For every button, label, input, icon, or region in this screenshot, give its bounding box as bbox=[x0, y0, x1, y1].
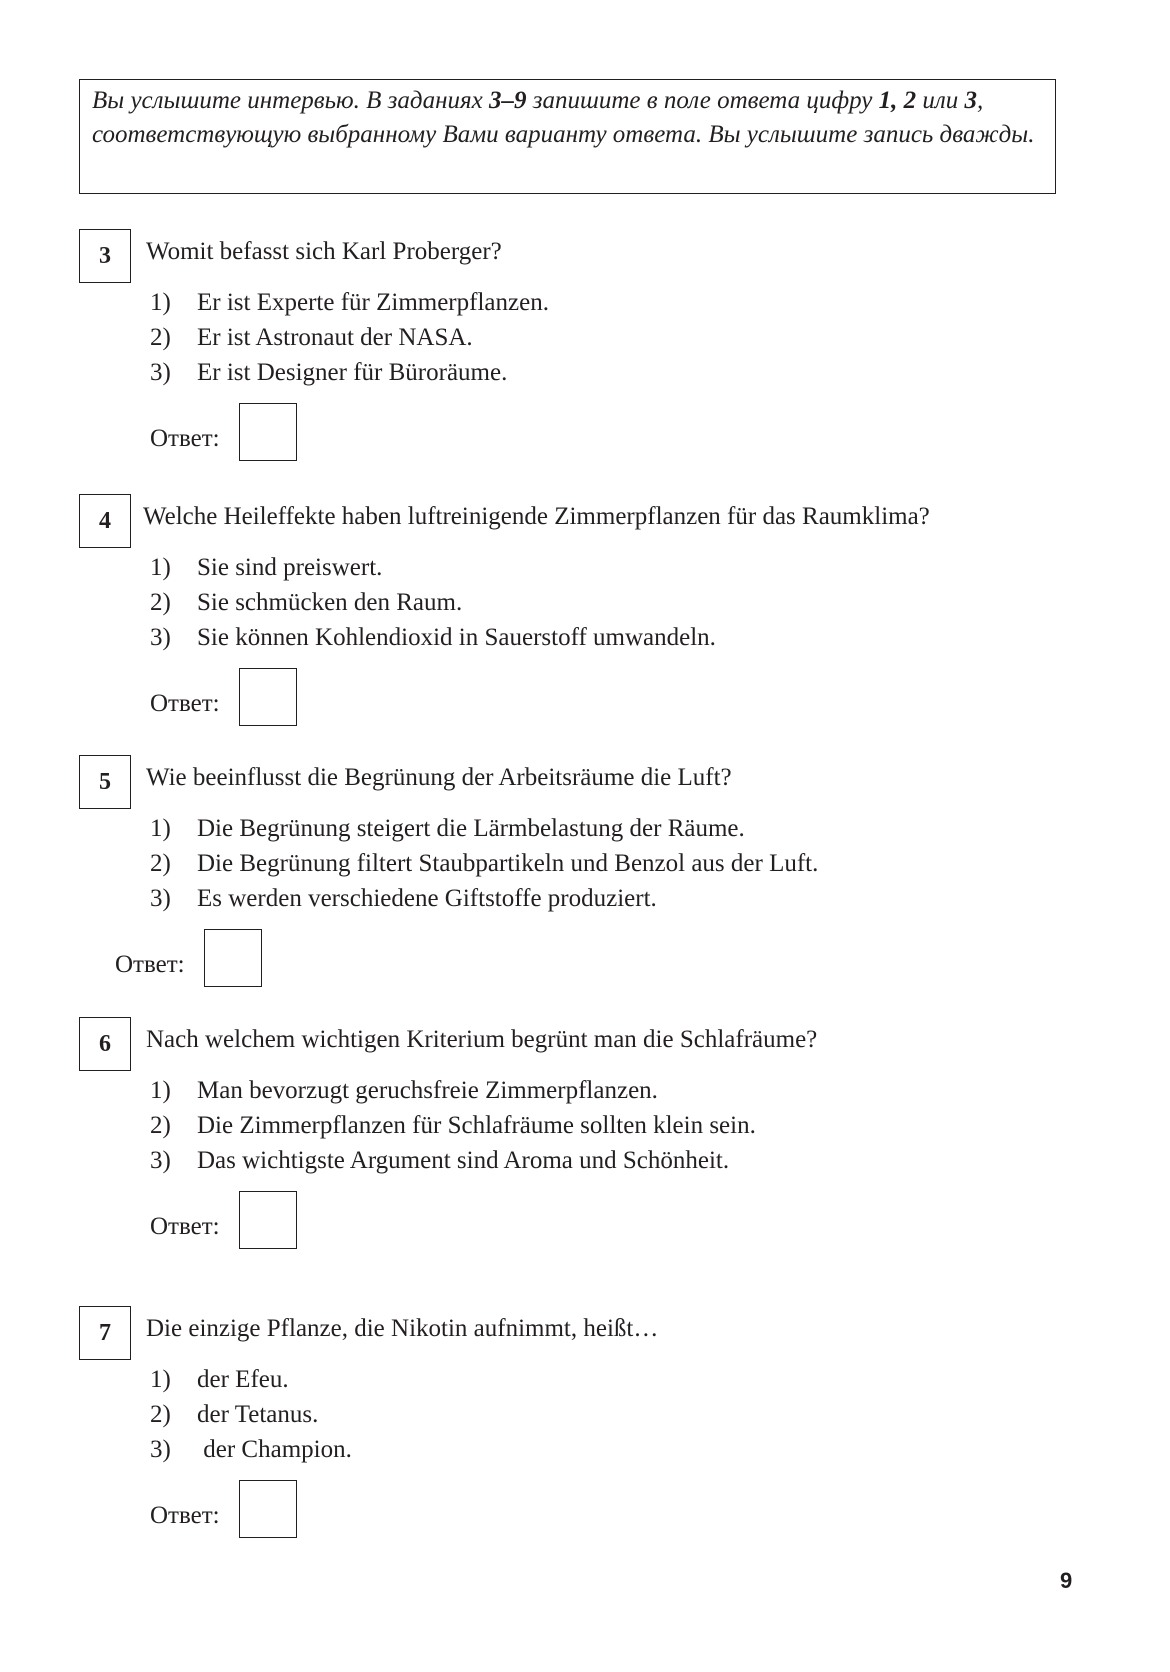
option-number: 2) bbox=[150, 1401, 171, 1428]
answer-box[interactable] bbox=[239, 668, 297, 726]
option-number: 2) bbox=[150, 1112, 171, 1139]
option-list bbox=[150, 550, 716, 655]
option-number: 3) bbox=[150, 359, 171, 386]
option-number: 3) bbox=[150, 624, 171, 651]
option-1 bbox=[150, 285, 549, 320]
option-3 bbox=[150, 1432, 352, 1467]
answer-box[interactable] bbox=[239, 1480, 297, 1538]
answer-box[interactable] bbox=[239, 1191, 297, 1249]
instruction-text: или bbox=[916, 87, 965, 114]
instruction-digits: 1, 2 bbox=[878, 87, 917, 114]
answer-box[interactable] bbox=[204, 929, 262, 987]
option-list bbox=[150, 1362, 352, 1467]
option-text: der Efeu. bbox=[197, 1366, 289, 1393]
option-3 bbox=[150, 881, 818, 916]
option-text: Die Begrünung steigert die Lärmbelastung der Räume. bbox=[197, 815, 745, 842]
question-number: 6 bbox=[79, 1017, 131, 1071]
question-text: Welche Heileffekte haben luftreinigende Zimmerpflanzen für das Raumklima? bbox=[143, 503, 930, 530]
option-3 bbox=[150, 620, 716, 655]
question-text: Wie beeinflusst die Begrünung der Arbeitsräume die Luft? bbox=[146, 764, 732, 791]
answer-box[interactable] bbox=[239, 403, 297, 461]
question-number: 4 bbox=[79, 494, 131, 548]
instruction-task-range: 3–9 bbox=[488, 87, 527, 114]
question-text: Die einzige Pflanze, die Nikotin aufnimmt, heißt… bbox=[146, 1315, 659, 1342]
option-1 bbox=[150, 1362, 352, 1397]
option-text: der Champion. bbox=[197, 1436, 352, 1463]
option-text: Es werden verschiedene Giftstoffe produziert. bbox=[197, 885, 657, 912]
option-number: 1) bbox=[150, 1077, 171, 1104]
option-3 bbox=[150, 355, 549, 390]
instruction-text: Вы услышите интервью. В заданиях bbox=[92, 87, 489, 114]
answer-label: Ответ: bbox=[150, 1502, 220, 1529]
question-text: Womit befasst sich Karl Proberger? bbox=[146, 238, 502, 265]
option-list bbox=[150, 285, 549, 390]
option-number: 3) bbox=[150, 1147, 171, 1174]
instruction-text: , соответствующую выбранному Вами варианту ответа. Вы услышите запись дважды. bbox=[92, 87, 1035, 148]
option-number: 3) bbox=[150, 885, 171, 912]
option-number: 1) bbox=[150, 554, 171, 581]
answer-label: Ответ: bbox=[150, 1213, 220, 1240]
answer-label: Ответ: bbox=[150, 425, 220, 452]
option-number: 1) bbox=[150, 289, 171, 316]
option-text: Man bevorzugt geruchsfreie Zimmerpflanzen. bbox=[197, 1077, 658, 1104]
option-number: 1) bbox=[150, 1366, 171, 1393]
option-list bbox=[150, 1073, 756, 1178]
option-list bbox=[150, 811, 818, 916]
option-text: Sie schmücken den Raum. bbox=[197, 589, 463, 616]
option-1 bbox=[150, 811, 818, 846]
option-2 bbox=[150, 585, 716, 620]
instruction-text: запишите в поле ответа цифру bbox=[526, 87, 879, 114]
question-number: 7 bbox=[79, 1306, 131, 1360]
answer-label: Ответ: bbox=[115, 951, 185, 978]
option-1 bbox=[150, 1073, 756, 1108]
question-text: Nach welchem wichtigen Kriterium begrünt man die Schlafräume? bbox=[146, 1026, 818, 1053]
instruction-digit: 3 bbox=[964, 87, 978, 114]
option-number: 1) bbox=[150, 815, 171, 842]
question-number: 5 bbox=[79, 755, 131, 809]
instruction-box bbox=[79, 79, 1056, 194]
option-2 bbox=[150, 846, 818, 881]
option-number: 3) bbox=[150, 1436, 171, 1463]
option-text: Die Zimmerpflanzen für Schlafräume sollten klein sein. bbox=[197, 1112, 756, 1139]
option-text: Sie können Kohlendioxid in Sauerstoff umwandeln. bbox=[197, 624, 716, 651]
option-text: Er ist Experte für Zimmerpflanzen. bbox=[197, 289, 549, 316]
option-3 bbox=[150, 1143, 756, 1178]
option-text: Er ist Designer für Büroräume. bbox=[197, 359, 508, 386]
option-text: der Tetanus. bbox=[197, 1401, 319, 1428]
option-number: 2) bbox=[150, 324, 171, 351]
option-1 bbox=[150, 550, 716, 585]
question-number: 3 bbox=[79, 229, 131, 283]
option-number: 2) bbox=[150, 850, 171, 877]
option-number: 2) bbox=[150, 589, 171, 616]
option-text: Das wichtigste Argument sind Aroma und Schönheit. bbox=[197, 1147, 730, 1174]
answer-label: Ответ: bbox=[150, 690, 220, 717]
option-2 bbox=[150, 320, 549, 355]
page-number: 9 bbox=[1060, 1568, 1073, 1593]
option-text: Die Begrünung filtert Staubpartikeln und Benzol aus der Luft. bbox=[197, 850, 819, 877]
option-text: Sie sind preiswert. bbox=[197, 554, 383, 581]
option-2 bbox=[150, 1108, 756, 1143]
option-2 bbox=[150, 1397, 352, 1432]
option-text: Er ist Astronaut der NASA. bbox=[197, 324, 473, 351]
